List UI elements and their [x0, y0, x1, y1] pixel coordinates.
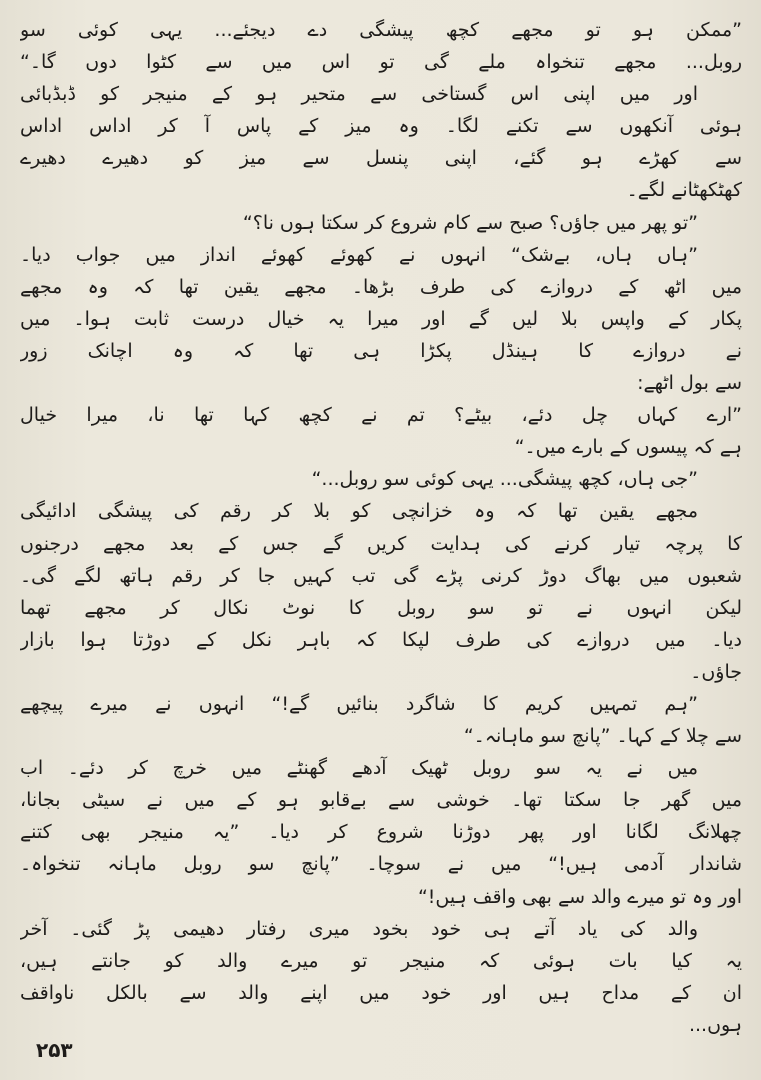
- text-line: ”جی ہاں، کچھ پیشگی... یہی کوئی سو روبل...“: [311, 468, 698, 491]
- text-line: سے کھڑے ہو گئے، اپنی پنسل سے میز کو دھیرے دھیرے: [20, 147, 742, 170]
- text-line: لیکن انہوں نے تو سو روبل کا نوٹ نکال کر مجھے تھما: [20, 596, 742, 619]
- text-line: اور میں اپنی اس گستاخی سے متحیر ہو کے منیجر کو ڈبڈبائی: [20, 83, 698, 106]
- text-line: والد کی یاد آتے ہی خود بخود میری رفتار دھیمی پڑ گئی۔ آخر: [20, 917, 698, 940]
- text-line: میں اٹھ کے دروازے کی طرف بڑھا۔ مجھے یقین تھا کہ وہ مجھے: [20, 275, 742, 298]
- text-line: ”ارے کہاں چل دئے، بیٹے؟ تم نے کچھ کہا تھا نا، میرا خیال: [20, 404, 742, 427]
- text-line: مجھے یقین تھا کہ وہ خزانچی کو بلا کر رقم کی پیشگی ادائیگی: [20, 500, 698, 523]
- page-text: [20, 14, 742, 1041]
- text-line: ان کے مداح ہیں اور خود میں اپنے والد سے بالکل ناواقف: [20, 981, 742, 1004]
- text-line: ہوئی آنکھوں سے تکنے لگا۔ وہ میز کے پاس آ کر اداس اداس: [20, 115, 742, 138]
- page-number: ۲۵۳: [36, 1038, 73, 1062]
- text-line: میں گھر جا سکتا تھا۔ خوشی سے بےقابو ہو کے میں نے سیٹی بجانا،: [20, 789, 742, 812]
- text-line: ”ہاں ہاں، بےشک“ انہوں نے کھوئے کھوئے انداز میں جواب دیا۔: [20, 243, 698, 266]
- text-line: شاندار آدمی ہیں!“ میں نے سوچا۔ ”پانچ سو روبل ماہانہ تنخواہ۔: [20, 853, 742, 876]
- text-line: ”تو پھر میں جاؤں؟ صبح سے کام شروع کر سکتا ہوں نا؟“: [242, 211, 698, 234]
- text-line: ”ہم تمہیں کریم کا شاگرد بنائیں گے!“ انہوں نے میرے پیچھے: [20, 692, 698, 715]
- text-line: اور وہ تو میرے والد سے بھی واقف ہیں!“: [417, 885, 742, 908]
- text-line: کا پرچہ تیار کرنے کی ہدایت کریں گے جس کے بعد مجھے درجنوں: [20, 532, 742, 555]
- text-line: یہ کیا بات ہوئی کہ منیجر تو میرے والد کو جانتے ہیں،: [20, 949, 742, 972]
- text-line: چھلانگ لگانا اور پھر دوڑنا شروع کر دیا۔ ”یہ منیجر بھی کتنے: [20, 821, 742, 844]
- text-line: شعبوں میں بھاگ دوڑ کرنی پڑے گی تب کہیں جا کر رقم ہاتھ لگے گی۔: [20, 564, 742, 587]
- text-line: نے دروازے کا ہینڈل پکڑا ہی تھا کہ وہ اچانک زور: [20, 339, 742, 362]
- text-line: ”ممکن ہو تو مجھے کچھ پیشگی دے دیجئے... یہی کوئی سو: [20, 19, 742, 41]
- text-line: کھٹکھٹانے لگے۔: [626, 179, 742, 202]
- text-line: سے چلا کے کہا۔ ”پانچ سو ماہانہ۔“: [463, 725, 742, 748]
- text-line: روبل... مجھے تنخواہ ملے گی تو اس میں سے کٹوا دوں گا۔“: [20, 51, 742, 74]
- text-line: ہے کہ پیسوں کے بارے میں۔“: [514, 436, 742, 459]
- text-line: پکار کے واپس بلا لیں گے اور میرا یہ خیال درست ثابت ہوا۔ میں: [20, 307, 742, 330]
- text-line: میں نے یہ سو روبل ٹھیک آدھے گھنٹے میں خرچ کر دئے۔ اب: [20, 757, 698, 780]
- text-line: جاؤں۔: [690, 660, 742, 683]
- text-line: دیا۔ میں دروازے کی طرف لپکا کہ باہر نکل کے دوڑتا ہوا بازار: [20, 628, 742, 651]
- text-line: سے بول اٹھے:: [637, 372, 742, 395]
- text-line: ہوں...: [688, 1013, 742, 1036]
